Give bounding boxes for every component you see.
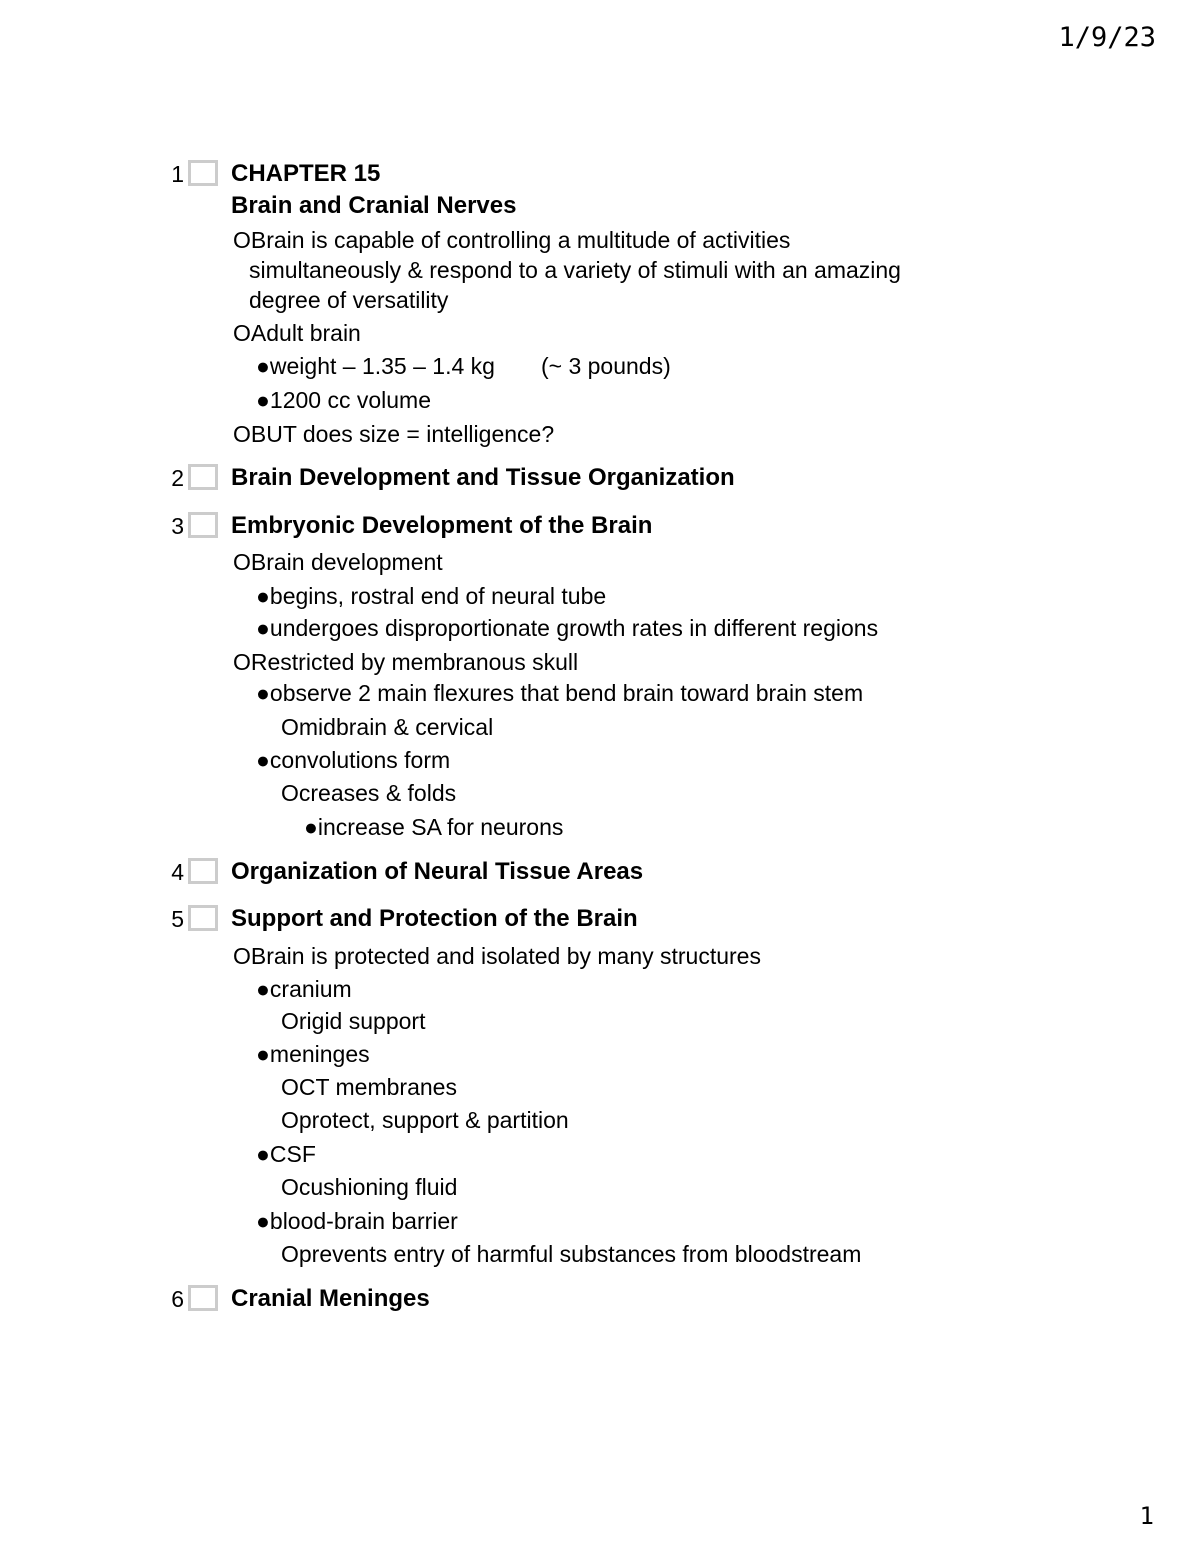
outline-text: meninges: [269, 1041, 370, 1067]
date: 1/9/23: [1058, 22, 1156, 53]
hollow-bullet-icon: O: [281, 780, 299, 806]
outline-item: [281, 778, 456, 808]
outline-item: [281, 1239, 861, 1269]
filled-bullet-icon: ●: [256, 353, 270, 379]
outline-item: [281, 712, 493, 742]
outline-text: convolutions form: [269, 747, 451, 773]
outline-item: [256, 351, 671, 381]
hollow-bullet-icon: O: [281, 1107, 299, 1133]
page-number: 1: [1139, 1502, 1154, 1530]
slide-thumbnail-checkbox[interactable]: [188, 512, 218, 538]
outline-text: creases & folds: [298, 780, 457, 806]
outline-item: [256, 678, 863, 708]
outline-item: [281, 1105, 569, 1135]
slide-thumbnail-checkbox[interactable]: [188, 464, 218, 490]
outline-text: midbrain & cervical: [298, 714, 494, 740]
outline-text: observe 2 main flexures that bend brain toward brain stem: [269, 680, 864, 706]
outline-item: [256, 974, 352, 1004]
outline-text: BUT does size = intelligence?: [250, 421, 555, 447]
slide-number: 3: [171, 513, 184, 539]
outline-text: CT membranes: [298, 1074, 457, 1100]
outline-item: [256, 1206, 458, 1236]
outline-text: (~ 3 pounds): [540, 353, 671, 379]
outline-text: CSF: [269, 1141, 316, 1167]
hollow-bullet-icon: O: [281, 1241, 299, 1267]
outline-text: prevents entry of harmful substances from bloodstream: [298, 1241, 862, 1267]
outline-item: [281, 1072, 457, 1102]
outline-text: protect, support & partition: [298, 1107, 569, 1133]
slide-title: Organization of Neural Tissue Areas: [231, 858, 644, 885]
hollow-bullet-icon: O: [281, 1174, 299, 1200]
slide-title: Embryonic Development of the Brain: [231, 512, 653, 539]
outline-item: [304, 812, 563, 842]
hollow-bullet-icon: O: [281, 714, 299, 740]
outline-text: Brain development: [250, 549, 443, 575]
outline-text: Brain is protected and isolated by many structures: [250, 943, 761, 969]
outline-item: [233, 318, 361, 348]
filled-bullet-icon: ●: [256, 1141, 270, 1167]
outline-item: [256, 1039, 370, 1069]
outline-text: cushioning fluid: [298, 1174, 458, 1200]
outline-item: [249, 285, 448, 315]
hollow-bullet-icon: O: [281, 1074, 299, 1100]
outline-item: [249, 255, 901, 285]
slide-subtitle: Brain and Cranial Nerves: [231, 192, 517, 219]
outline-text: simultaneously & respond to a variety of stimuli with an amazing: [249, 257, 901, 283]
outline-text: degree of versatility: [249, 287, 449, 313]
outline-item: [233, 419, 554, 449]
filled-bullet-icon: ●: [256, 747, 270, 773]
outline-text: undergoes disproportionate growth rates in different regions: [269, 615, 879, 641]
slide-title: Cranial Meninges: [231, 1285, 430, 1312]
outline-item: [281, 1006, 425, 1036]
slide-number: 6: [171, 1286, 184, 1312]
filled-bullet-icon: ●: [256, 1041, 270, 1067]
slide-number: 2: [171, 465, 184, 491]
outline-item: [256, 613, 878, 643]
outline-item: [233, 647, 578, 677]
outline-text: Adult brain: [250, 320, 361, 346]
outline-text: blood-brain barrier: [269, 1208, 458, 1234]
slide-number: 4: [171, 859, 184, 885]
outline-item: [256, 745, 450, 775]
slide-thumbnail-checkbox[interactable]: [188, 858, 218, 884]
outline-text: Restricted by membranous skull: [250, 649, 579, 675]
outline-text: rigid support: [298, 1008, 426, 1034]
outline-item: [256, 581, 606, 611]
outline-item: [233, 225, 790, 255]
outline-text: weight – 1.35 – 1.4 kg: [269, 353, 495, 379]
filled-bullet-icon: ●: [256, 1208, 270, 1234]
filled-bullet-icon: ●: [256, 583, 270, 609]
hollow-bullet-icon: O: [233, 549, 251, 575]
outline-item: [233, 941, 761, 971]
outline-text: increase SA for neurons: [317, 814, 564, 840]
slide-number: 5: [171, 906, 184, 932]
hollow-bullet-icon: O: [233, 649, 251, 675]
filled-bullet-icon: ●: [256, 387, 270, 413]
outline-text: begins, rostral end of neural tube: [269, 583, 607, 609]
slide-thumbnail-checkbox[interactable]: [188, 1285, 218, 1311]
outline-text: Brain is capable of controlling a multitude of activities: [250, 227, 791, 253]
filled-bullet-icon: ●: [256, 976, 270, 1002]
slide-title: Support and Protection of the Brain: [231, 905, 638, 932]
slide-title: Brain Development and Tissue Organization: [231, 464, 735, 491]
outline-item: [281, 1172, 457, 1202]
slide-thumbnail-checkbox[interactable]: [188, 905, 218, 931]
hollow-bullet-icon: O: [233, 320, 251, 346]
outline-text: cranium: [269, 976, 352, 1002]
slide-thumbnail-checkbox[interactable]: [188, 160, 218, 186]
slide-title: CHAPTER 15: [231, 160, 381, 187]
filled-bullet-icon: ●: [304, 814, 318, 840]
filled-bullet-icon: ●: [256, 680, 270, 706]
hollow-bullet-icon: O: [281, 1008, 299, 1034]
slide-number: 1: [171, 161, 184, 187]
hollow-bullet-icon: O: [233, 421, 251, 447]
hollow-bullet-icon: O: [233, 227, 251, 253]
outline-item: [256, 1139, 316, 1169]
filled-bullet-icon: ●: [256, 615, 270, 641]
outline-text: 1200 cc volume: [269, 387, 431, 413]
outline-item: [233, 547, 443, 577]
hollow-bullet-icon: O: [233, 943, 251, 969]
outline-item: [256, 385, 431, 415]
